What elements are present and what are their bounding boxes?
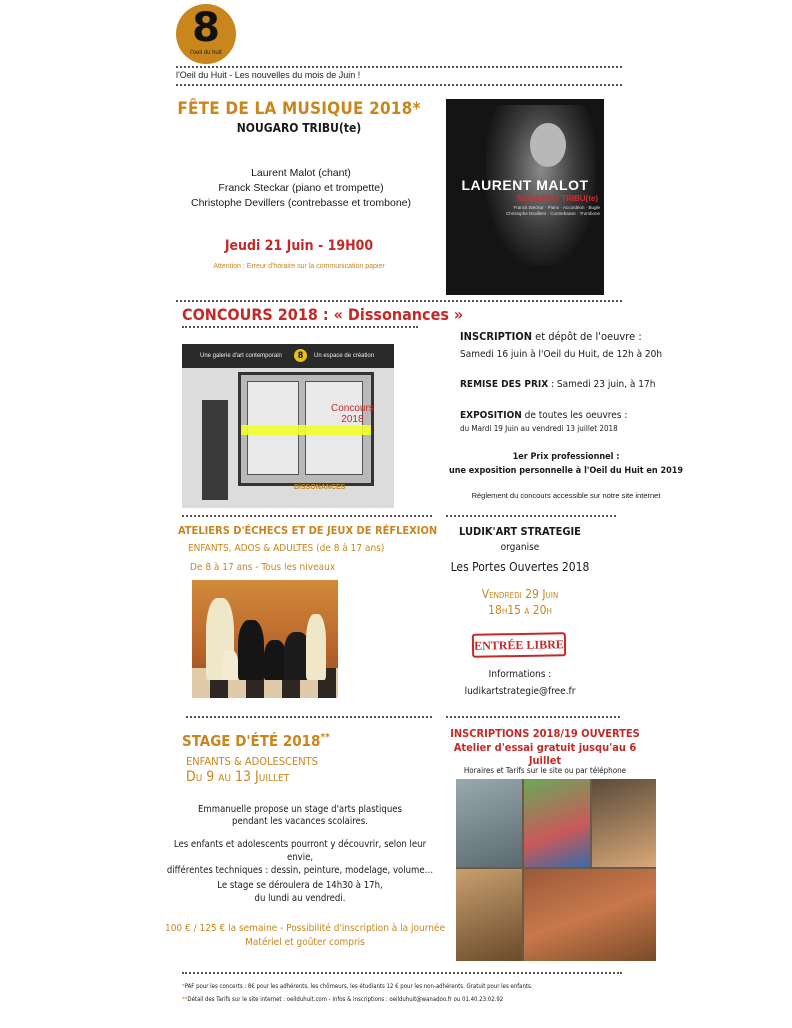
divider bbox=[446, 515, 616, 517]
footnote-mark: * bbox=[182, 983, 185, 990]
stage-line: différentes techniques : dessin, peinture, modelage, volume… bbox=[166, 865, 434, 876]
ludikart-date-line: Vendredi 29 Juin bbox=[481, 587, 559, 601]
divider bbox=[182, 326, 418, 328]
poster-name: LAURENT MALOT bbox=[461, 177, 589, 193]
poster-credits bbox=[446, 205, 600, 217]
fete-date: Jeudi 21 Juin - 19H00 bbox=[224, 238, 374, 254]
inscription-heading bbox=[460, 330, 642, 343]
chess-pawn-black bbox=[264, 640, 286, 680]
stage-title-mark: ** bbox=[320, 732, 330, 743]
divider bbox=[182, 972, 622, 974]
collage-photo bbox=[456, 779, 522, 867]
inscriptions-subtitle: Atelier d'essai gratuit jusqu'au 6 Juillet bbox=[453, 741, 637, 767]
footer-line-1 bbox=[182, 983, 533, 990]
band-left-text: Une galerie d'art contemporain bbox=[200, 353, 282, 359]
stage-title bbox=[182, 732, 330, 750]
lineup-item: Christophe Devillers (contrebasse et trombone) bbox=[190, 197, 411, 209]
collage-photo bbox=[524, 869, 656, 961]
collage-photo bbox=[524, 779, 590, 867]
expo-rest: de toutes les oeuvres : bbox=[521, 410, 628, 421]
inscription-bold: INSCRIPTION bbox=[460, 330, 533, 343]
stage-paragraph-1 bbox=[160, 804, 440, 828]
inscriptions-title: INSCRIPTIONS 2018/19 OUVERTES bbox=[450, 727, 640, 740]
ludikart-date bbox=[445, 586, 595, 618]
ateliers-level: De 8 à 17 ans - Tous les niveaux bbox=[190, 562, 336, 573]
logo-mark: 8 bbox=[192, 5, 220, 51]
window-concours-text bbox=[331, 403, 374, 425]
divider bbox=[176, 66, 622, 68]
chess-pawn-white bbox=[222, 650, 238, 680]
concert-poster bbox=[446, 99, 604, 295]
fete-title: FÊTE DE LA MUSIQUE 2018* bbox=[177, 99, 421, 119]
stage-price-line: 100 € / 125 € la semaine - Possibilité d'inscription à la journée bbox=[164, 923, 445, 934]
divider bbox=[446, 716, 620, 718]
inscription-detail: Samedi 16 juin à l'Oeil du Huit, de 12h à 20h bbox=[460, 349, 663, 360]
divider bbox=[182, 515, 432, 517]
stage-title-text: STAGE D'ÉTÉ 2018 bbox=[182, 732, 321, 750]
logo-caption: l'oeil du huit bbox=[190, 50, 222, 56]
poster-tribu: NOUGARO TRIBU(te) bbox=[517, 194, 598, 203]
lineup-item: Franck Steckar (piano et trompette) bbox=[218, 182, 384, 194]
inscriptions-horaires: Horaires et Tarifs sur le site ou par téléphone bbox=[463, 766, 627, 775]
divider bbox=[176, 300, 622, 302]
expo-bold: EXPOSITION bbox=[460, 410, 522, 421]
stage-line: du lundi au vendredi. bbox=[254, 893, 346, 904]
remise-rest: : Samedi 23 juin, à 17h bbox=[548, 379, 656, 390]
stage-audience: ENFANTS & ADOLESCENTS bbox=[186, 755, 318, 768]
ludikart-email[interactable]: ludikartstrategie@free.fr bbox=[464, 686, 576, 697]
chess-bishop-white bbox=[306, 614, 326, 680]
poster-credit-line: Christophe Devillers · Contrebasse · Trombone bbox=[505, 211, 600, 216]
logo bbox=[176, 4, 236, 64]
chess-photo bbox=[192, 580, 338, 698]
ateliers-title: ATELIERS D'ÉCHECS ET DE JEUX DE RÉFLEXION bbox=[178, 524, 438, 537]
workshop-photo-collage bbox=[456, 779, 656, 961]
footer-text: PAF pour les concerts : 8€ pour les adhérents, les chômeurs, les étudiants 12 € pour les non-adhérents. Gratuit pour les enfants. bbox=[184, 983, 533, 990]
storefront-band bbox=[182, 344, 394, 368]
stage-line: pendant les vacances scolaires. bbox=[232, 816, 368, 827]
remise-bold: REMISE DES PRIX bbox=[460, 379, 549, 390]
entree-libre-stamp: ENTRÉE LIBRE bbox=[472, 632, 566, 658]
ludikart-info-label: Informations : bbox=[488, 669, 552, 680]
stage-line: Les enfants et adolescents pourront y découvrir, selon leur envie, bbox=[173, 839, 427, 863]
fete-subtitle: NOUGARO TRIBU(te) bbox=[236, 121, 362, 135]
gallery-storefront-photo bbox=[182, 344, 394, 508]
stage-paragraph-3 bbox=[160, 879, 440, 905]
chess-piece-black bbox=[238, 620, 264, 680]
stage-dates: Du 9 au 13 Juillet bbox=[186, 769, 290, 785]
stage-price-line: Matériel et goûter compris bbox=[245, 937, 365, 948]
badge-8-icon: 8 bbox=[294, 349, 307, 362]
window-text-line: Concours bbox=[331, 403, 374, 414]
remise-prix bbox=[460, 379, 655, 390]
footnote-mark: ** bbox=[182, 996, 188, 1003]
ludikart-organise: organise bbox=[500, 542, 540, 553]
divider bbox=[186, 716, 432, 718]
inscription-rest: et dépôt de l'oeuvre : bbox=[532, 330, 642, 343]
fete-attention: Attention : Erreur d'horaire sur la communication papier bbox=[213, 263, 385, 270]
stage-line: Emmanuelle propose un stage d'arts plastiques bbox=[198, 804, 402, 815]
poster-portrait bbox=[530, 123, 566, 167]
yellow-stripe bbox=[241, 425, 371, 435]
concours-title: CONCOURS 2018 : « Dissonances » bbox=[182, 305, 464, 324]
dissonances-label: DISSONANCES bbox=[294, 484, 346, 491]
exposition-heading bbox=[460, 410, 627, 421]
footer-text: Détail des Tarifs sur le site internet : oeilduhuit.com - Infos & Inscriptions : oeilduhuit@wanadoo.fr ou 01.40.23.02.92 bbox=[187, 996, 504, 1003]
fete-lineup bbox=[160, 166, 442, 211]
poster-credit-line: Franck Steckar · Piano · Accordéon · Bugle bbox=[513, 205, 600, 210]
stage-price bbox=[160, 922, 450, 950]
window-text-line: 2018 bbox=[341, 414, 364, 425]
footer-line-2 bbox=[182, 996, 503, 1003]
exposition-detail: du Mardi 19 Juin au vendredi 13 juillet 2018 bbox=[460, 424, 618, 433]
divider bbox=[176, 84, 622, 86]
lineup-item: Laurent Malot (chant) bbox=[251, 167, 351, 179]
band-right-text: Un espace de création bbox=[314, 353, 375, 359]
ludikart-event: Les Portes Ouvertes 2018 bbox=[450, 560, 590, 574]
stage-line: Le stage se déroulera de 14h30 à 17h, bbox=[217, 880, 383, 891]
reglement-text: Règlement du concours accessible sur notre site internet bbox=[471, 491, 661, 500]
prix-line-2: une exposition personnelle à l'Oeil du Huit en 2019 bbox=[448, 466, 684, 476]
collage-photo bbox=[456, 869, 522, 961]
ludikart-title: LUDIK'ART STRATEGIE bbox=[459, 525, 581, 538]
ateliers-audience: ENFANTS, ADOS & ADULTES (de 8 à 17 ans) bbox=[188, 543, 385, 554]
ludikart-date-line: 18h15 à 20h bbox=[488, 603, 552, 617]
storefront-window bbox=[238, 372, 374, 486]
intro-text: l'Oeil du Huit - Les nouvelles du mois de Juin ! bbox=[176, 70, 361, 80]
stage-paragraph-2 bbox=[160, 838, 440, 877]
prix-line-1: 1er Prix professionnel : bbox=[512, 452, 620, 462]
storefront-door bbox=[202, 400, 228, 500]
collage-photo bbox=[592, 779, 656, 867]
